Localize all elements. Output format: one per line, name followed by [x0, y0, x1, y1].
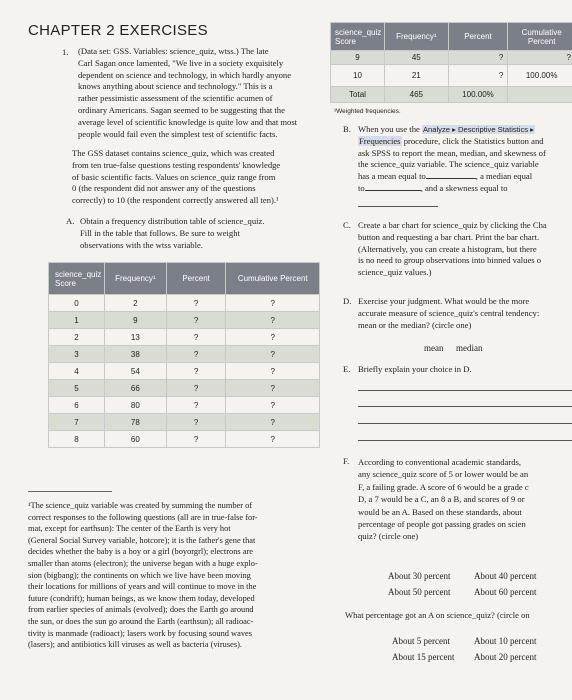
text-line: F, a failing grade. A score of 6 would be a grade c [358, 481, 529, 492]
text: to [358, 182, 365, 193]
table-row [331, 87, 572, 103]
text-line: Create a bar chart for science_quiz by clicking the Cha [358, 220, 547, 230]
footnote-line: decides whether the baby is a boy or a girl (boyorgrl); electrons are [28, 547, 253, 557]
cell-frequency: 54 [104, 363, 166, 380]
cell-score: 6 [49, 397, 105, 414]
option-60-percent[interactable]: About 60 percent [474, 587, 537, 597]
question-number: 1. [62, 47, 69, 57]
text-line: (Data set: GSS. Variables: science_quiz, wtss.) The late [78, 46, 269, 56]
text-line: percentage of people got passing grades on scien [358, 519, 526, 530]
table-row [331, 51, 572, 65]
table-row [49, 380, 320, 397]
option-5-percent[interactable]: About 5 percent [392, 636, 450, 646]
cell-percent: ? [448, 65, 508, 87]
text: has a mean equal to [358, 171, 426, 182]
footnote-line: correct responses to the following questions (all are in true-false for- [28, 512, 258, 522]
option-40-percent[interactable]: About 40 percent [474, 571, 537, 581]
table-row [49, 312, 320, 329]
cell-score: 0 [49, 295, 105, 312]
cell-frequency: 66 [104, 380, 166, 397]
option-50-percent[interactable]: About 50 percent [388, 587, 451, 597]
text-line: 0 (the respondent did not answer any of the questions [72, 183, 256, 194]
text: , a median equal [475, 171, 533, 182]
footnote-line: sion (bigbang); the continents on which we live have been moving [28, 570, 251, 580]
cell-cumulative: ? [226, 363, 320, 380]
cell-cumulative: ? [226, 295, 320, 312]
table-row [49, 295, 320, 312]
footnote-line: the sun, or does the sun go around the Earth (earthsun); all radioac- [28, 616, 254, 626]
text-line: of basic scientific facts. Values on science_quiz range from [72, 171, 276, 182]
header-frequency: Frequency¹ [104, 263, 166, 295]
cell-frequency: 13 [104, 329, 166, 346]
option-30-percent[interactable]: About 30 percent [388, 571, 451, 581]
cell-score: 7 [49, 414, 105, 431]
option-20-percent[interactable]: About 20 percent [474, 652, 537, 662]
text-line: science_quiz values.) [358, 267, 432, 278]
cell-score: Total [331, 87, 385, 103]
cell-percent: 100.00% [448, 87, 508, 103]
table-row [49, 397, 320, 414]
part-a-text [80, 216, 320, 251]
text-line: correctly) to 10 (the respondent correctly answered all ten).¹ [72, 195, 279, 206]
text-line: D, a 7 would be a C, an 8 a B, and scores of 9 or [358, 494, 525, 505]
cell-score: 4 [49, 363, 105, 380]
part-f-letter: F. [343, 456, 350, 466]
header-percent: Percent [448, 23, 508, 51]
cell-score: 9 [331, 51, 385, 65]
cell-cumulative: ? [508, 51, 572, 65]
text-line: average level of scientific knowledge is quite low and that most [78, 116, 298, 127]
text-line: people would fail even the simplest test of scientific facts. [78, 128, 278, 139]
cell-cumulative: ? [226, 312, 320, 329]
table-row [49, 346, 320, 363]
part-c-text [358, 220, 572, 279]
footnote-line: smaller than atoms (electron); the universe began with a huge explo- [28, 558, 258, 568]
cell-frequency: 9 [104, 312, 166, 329]
part-d-letter: D. [343, 296, 352, 306]
menu-item-frequencies: Frequencies [359, 135, 401, 146]
part-a-letter: A. [66, 216, 75, 226]
footnote-line: (General Social Survey variable, hotcore); it is the father's gene that [28, 535, 256, 545]
cell-percent: ? [166, 397, 226, 414]
text-line: The GSS dataset contains science_quiz, which was created [72, 148, 275, 158]
text-line: the science_quiz variable. The science_quiz variable [358, 159, 539, 170]
part-b-letter: B. [343, 124, 351, 134]
answer-blank-skewness[interactable] [358, 206, 438, 207]
footnote-line: from earlier species of animals (evolved); does the Earth go around [28, 605, 254, 615]
text-line: Obtain a frequency distribution table of science_quiz. [80, 216, 265, 226]
cell-percent: ? [166, 414, 226, 431]
page-title: CHAPTER 2 EXERCISES [28, 22, 208, 39]
cell-percent: ? [166, 431, 226, 448]
part-f-question-2: What percentage got an A on science_quiz? (circle on [345, 610, 530, 620]
footnote-line: ¹The science_quiz variable was created by summing the number of [28, 501, 253, 510]
cell-cumulative: 100.00% [508, 65, 572, 87]
cell-percent: ? [166, 329, 226, 346]
cell-cumulative: ? [226, 380, 320, 397]
text-line: is no need to group observations into binned values o [358, 255, 542, 266]
text-line: Carl Sagan once lamented, "We live in a society exquisitely [78, 57, 284, 68]
cell-cumulative: ? [226, 397, 320, 414]
cell-score: 2 [49, 329, 105, 346]
cell-frequency: 60 [104, 431, 166, 448]
footnote-line: their locations for millions of years and will continue to move in the [28, 582, 257, 592]
part-e-letter: E. [343, 364, 351, 374]
text-line: would be an A. Based on these standards, about [358, 506, 522, 517]
cell-score: 1 [49, 312, 105, 329]
cell-cumulative: ? [226, 431, 320, 448]
cell-frequency: 21 [384, 65, 448, 87]
header-cumulative-percent: Cumulative Percent [226, 263, 320, 295]
cell-score: 5 [49, 380, 105, 397]
part-f-text [358, 456, 572, 543]
table-row [49, 414, 320, 431]
text-line: any science_quiz score of 5 or lower would be an [358, 469, 529, 480]
table-row [331, 65, 572, 87]
cell-frequency: 45 [384, 51, 448, 65]
table-row [49, 431, 320, 448]
answer-blank-median[interactable] [365, 190, 421, 191]
frequency-table [48, 262, 320, 448]
option-median[interactable]: median [456, 343, 483, 353]
table-row [49, 363, 320, 380]
text-line: ordinary Americans. Sagan seemed to be suggesting that the [78, 104, 285, 115]
footnote-line: (lasers); and antibiotics kill viruses as well as bacteria (viruses). [28, 640, 242, 650]
text: , and a skewness equal to [420, 182, 508, 193]
footnote-line: tivity is manmade (radioact); lasers work by focusing sound waves [28, 628, 252, 638]
text-line: from ten true-false questions testing respondents' knowledge [72, 159, 281, 170]
text: procedure, click the Statistics button and [403, 135, 544, 146]
cell-frequency: 38 [104, 346, 166, 363]
text-line: Fill in the table that follows. Be sure to weight [80, 227, 240, 238]
part-d-text [358, 296, 572, 331]
part-b-text [358, 124, 572, 195]
footnote [28, 500, 322, 651]
footnote-separator [28, 491, 112, 492]
menu-path-analyze: Analyze ▸ Descriptive Statistics ▸ [422, 125, 534, 134]
header-frequency: Frequency¹ [384, 23, 448, 51]
answer-line[interactable] [358, 390, 572, 391]
answer-blank-mean[interactable] [426, 178, 476, 179]
table-note: ¹Weighted frequencies. [334, 108, 401, 115]
table-row [49, 329, 320, 346]
text-line: (Alternatively, you can create a histogram, but there [358, 243, 537, 254]
question-intro [78, 46, 318, 140]
cell-percent: ? [448, 51, 508, 65]
text-line: Exercise your judgment. What would be the more [358, 296, 530, 306]
option-10-percent[interactable]: About 10 percent [474, 636, 537, 646]
header-score: science_quiz Score [49, 263, 105, 295]
text-line: knows anything about science and technology." This is a [78, 81, 273, 92]
frequency-table-continued [330, 22, 572, 103]
text-line: button and requesting a bar chart. Print the bar chart. [358, 231, 540, 242]
cell-frequency: 2 [104, 295, 166, 312]
cell-cumulative [508, 87, 572, 103]
answer-line[interactable] [358, 423, 572, 424]
cell-percent: ? [166, 346, 226, 363]
cell-cumulative: ? [226, 414, 320, 431]
answer-line[interactable] [358, 406, 572, 407]
text-line: dependent on science and technology, in which hardly anyone [78, 69, 292, 80]
cell-cumulative: ? [226, 329, 320, 346]
cell-frequency: 465 [384, 87, 448, 103]
footnote-line: mat, except for earthsun): The center of the Earth is very hot [28, 524, 231, 534]
cell-percent: ? [166, 295, 226, 312]
text: When you use the [358, 124, 420, 134]
cell-score: 10 [331, 65, 385, 87]
cell-cumulative: ? [226, 346, 320, 363]
cell-score: 8 [49, 431, 105, 448]
text-line: rather pessimistic assessment of the scientific acumen of [78, 93, 273, 104]
text-line: ask SPSS to report the mean, median, and skewness of [358, 147, 546, 158]
text-line: quiz? (circle one) [358, 531, 419, 542]
header-percent: Percent [166, 263, 226, 295]
cell-percent: ? [166, 363, 226, 380]
header-score: science_quiz Score [331, 23, 385, 51]
cell-percent: ? [166, 380, 226, 397]
answer-line[interactable] [358, 440, 572, 441]
footnote-line: future (condrift); human beings, as we know them today, developed [28, 593, 255, 603]
question-paragraph-2 [72, 148, 322, 207]
part-c-letter: C. [343, 220, 351, 230]
text-line: According to conventional academic standards, [358, 457, 521, 467]
header-cumulative-percent: Cumulative Percent [508, 23, 572, 51]
text-line: mean or the median? (circle one) [358, 319, 472, 330]
cell-frequency: 78 [104, 414, 166, 431]
cell-frequency: 80 [104, 397, 166, 414]
cell-score: 3 [49, 346, 105, 363]
option-15-percent[interactable]: About 15 percent [392, 652, 455, 662]
text-line: observations with the wtss variable. [80, 239, 203, 250]
cell-percent: ? [166, 312, 226, 329]
part-e-text: Briefly explain your choice in D. [358, 364, 472, 374]
text-line: accurate measure of science_quiz's central tendency: [358, 307, 540, 318]
option-mean[interactable]: mean [424, 343, 444, 353]
